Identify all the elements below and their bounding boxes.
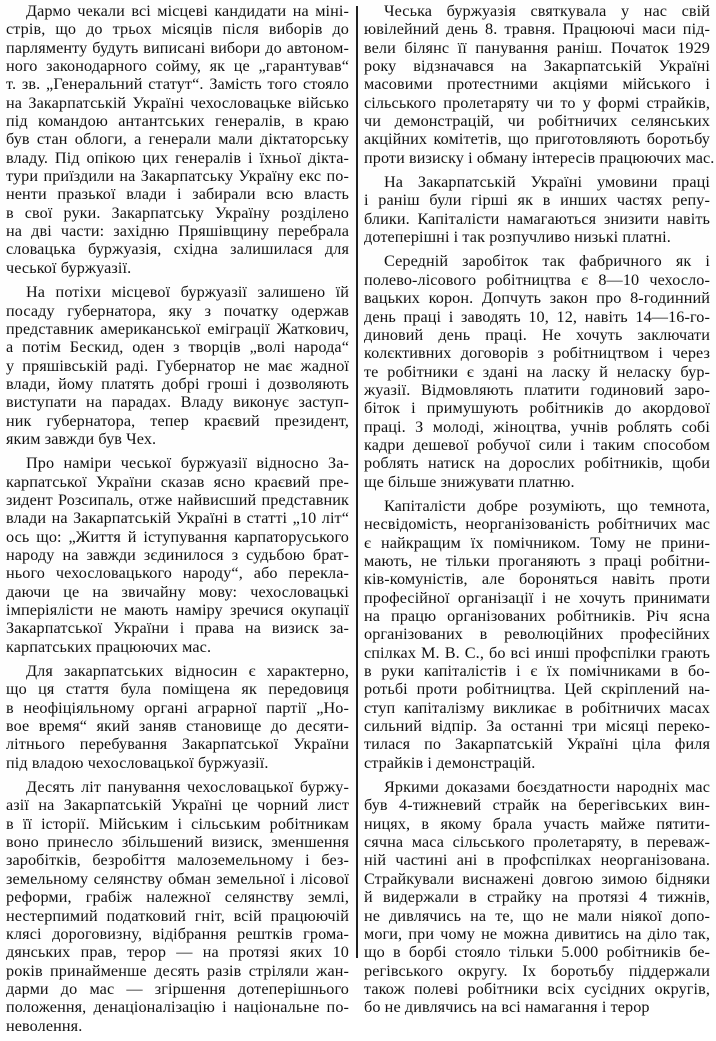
text-line: Для закарпатських відносин є характерно, [26,662,349,681]
text-line: земельному селянству обман земельної і лісової [6,869,349,888]
text-line: день праці і заводять 10, 12, навіть 14—16-го- [364,307,710,326]
text-line: колєктивних договорів з робітництвом і через [364,344,710,363]
text-line: ній частині ані в профспілках неорганізована. [364,851,710,870]
text-line: на працю організованих робітників. Річ ясна [364,607,710,625]
text-line: проти визиску і обману інтересів працюючих мас. [364,148,715,167]
text-line: клясі дороговизну, відібрання рештків грома- [6,924,349,943]
text-line: ось що: „Життя й іступування карпаторуського [6,527,349,546]
text-line: азії на Закарпатській Україні це чорний лист [6,796,349,815]
text-line: владу. Під опікою цих генералів і їхньої дікта- [6,148,349,167]
text-line: страйків і демонстрацій. [364,753,536,772]
text-line: вацьких корон. Допчуть закон про 8-годинний [364,289,710,308]
text-line: не дивлячись на те, що не мали ніякої допо- [364,906,710,925]
text-line: т. зв. „Генеральний статут“. Замість того стояло [6,75,349,94]
text-line: ного законодарного сойму, як це „гарантував“ [6,57,349,76]
paragraph [6,662,349,772]
text-line: заробітків, безробіття малоземельному і без- [6,851,349,870]
text-line: влади, йому платять добрі гроші і дозволяють [6,374,349,393]
text-line: неволення. [6,1016,83,1035]
text-line: у пряшівській раді. Губернатор не має жадної [6,356,349,375]
text-line: на Закарпатській Україні чехословацьке військо [6,93,349,112]
text-line: й видержали в страйку на протязі 4 тижнів, [364,888,710,907]
paragraph [6,283,349,448]
paragraph [364,173,710,246]
text-line: карпатської України сказав ясно краєвий пре- [6,472,349,491]
text-line: в неофіціяльному органі аграрної партії „Но- [6,698,349,717]
text-line: є найкращим їх помічником. Тому не прини- [364,533,710,552]
text-line: професійної організації і не хочуть принимати [364,588,710,607]
text-line: яким завжди був Чех. [6,429,157,448]
text-line: ювілейний день 8. травня. Працюючі маси під- [364,20,710,39]
text-line: сільського пролетаряту чи то у формі страйків, [364,93,710,112]
text-line: Середній заробіток так фабричного як і [384,252,710,271]
text-line: ник губернатора, тепер краєвий президент, [6,411,349,430]
text-line: нього чехословацького народу“, або перекла- [6,564,349,583]
text-line: дотеперішні і так розпучливо низькі платні. [364,228,671,247]
text-line: на дві части: західню Пряшівщину перебрала [6,222,349,241]
text-line: даючи це на звичайну мову: чехословацькі [6,582,349,601]
text-line: дарми до мас — згіршення дотеперішнього [6,979,349,998]
text-line: Яркими доказами боєздатности народніх мас [384,778,710,797]
text-line: моги, при чому не можна дивитись на діло так, [364,924,710,943]
text-line: нестерпимий податковий гніт, всій працюючій [6,906,349,925]
text-line: сильний відпір. За останні три місяці переко- [364,717,710,736]
text-line: в її історії. Мійським і сільським робітникам [6,814,349,833]
text-line: чи демонстрацій, чи робітничих селянських [364,112,710,131]
text-line: під владою чехословацької буржуазії. [6,753,269,772]
text-line: Чеська буржуазія святкувала у нас свій [384,2,710,20]
paragraph [6,778,349,1035]
text-line: вое время“ який заняв становище до десяти- [6,717,349,736]
text-line: положення, денаціоналізацію і національне по- [6,998,349,1017]
text-line: Про наміри чеської буржуазії відносно За- [26,454,349,473]
text-line: ків-комуністів, але бороняться навіть проти [364,570,710,589]
text-line: ще більше знижувати платню. [364,472,575,491]
text-line: регівського округу. Іх боротьбу піддержали [364,961,710,980]
text-line: Капіталісти добре розуміють, що темнота, [384,496,710,515]
text-line: воно принесло збільшений визиск, зменшення [6,833,349,852]
text-line: блики. Капіталісти намагаються знизити навіть [364,209,710,228]
paragraph [364,2,715,167]
text-line: несвідомість, неорганізованість робітничих мас [364,515,710,534]
text-line: ротьбі проти робітництва. Цей скріплений на- [364,680,710,699]
text-line: вели білянс її панування раніш. Початок 1929 [364,38,710,57]
paragraph [6,2,349,277]
text-line: організованих в революційних професійних [364,625,710,644]
text-line: був 4-тижневий страйк на берегівських вин- [364,796,710,815]
text-line: влади на Закарпатській Україні в статті „10 літ“ [6,509,349,528]
text-line: Закарпатської України і права на визиск за- [6,619,349,638]
paragraph [364,497,710,772]
text-line: а потім Бескид, оден з творців „волі народа“ [6,338,349,357]
text-line: в руки капіталістів і є їх помічниками в бо- [364,662,710,681]
text-line: Десять літ панування чехословацької буржу- [26,778,349,797]
left-column [6,2,349,1041]
text-line: тури приїздили на Закарпатську Україну екс по- [6,167,349,186]
text-line: виступати на парадах. Владу виконує заступ- [6,393,349,412]
text-line: спілках М. В. С., бо всі инші профспілки грають [364,643,710,662]
text-line: реформи, грабіж належної селянству землі, [6,888,349,907]
text-line: літнього перебування Закарпатської України [6,735,349,754]
text-line: ненти празької влади і забирали всю власть [6,185,349,204]
text-line: масовими протестними акціями мійського і [364,75,710,94]
text-line: те робітники є здані на ласку й неласку бур- [364,362,710,381]
text-line: тилася по Закарпатській Україні ціла филя [364,735,710,754]
text-line: що в борбі стояло тільки 5.000 робітників бе- [364,943,710,962]
text-line: сячна маса сільського пролетаряту, в переваж- [364,833,710,852]
text-line: словацька буржуазія, східна залишилася для [6,240,349,259]
text-line: парляменту будуть виписані вибори до автоном- [6,38,349,57]
text-line: під командою антантських генералів, в краю [6,112,349,131]
text-line: жуазії. Відмовляють платити годиновий заро- [364,380,710,399]
text-line: був стан облоги, а генерали мали діктаторську [6,130,349,149]
text-line: що ця стаття була поміщена як передовиця [6,680,349,699]
text-line: полево-лісового робітництва є 8—10 чехосло- [364,270,710,289]
text-line: посаду губернатора, яку з початку одержав [6,301,349,320]
text-line: в свої руки. Закарпатську Україну розділено [6,203,349,222]
text-line: карпатських працюючих мас. [6,637,212,656]
text-line: народу на завжди зєдинилося з судьбою брат- [6,545,349,564]
right-column [364,2,715,1023]
paragraph [364,252,710,490]
text-line: На потіхи місцевої буржуазії залишено їй [26,283,349,302]
text-line: представник американської еміграції Жаткович, [6,319,349,338]
text-line: стрів, що до трьох місяців після виборів до [6,20,349,39]
text-line: чеської буржуазії. [6,258,132,277]
text-line: імперіялісти не мають наміру зречися окупації [6,601,349,619]
text-line: роблять натиск на дорослих робітників, щоби [364,454,710,473]
paragraph [364,778,710,1016]
text-line: На Закарпатській Україні умовини праці [384,173,710,192]
text-line: років принайменше десять разів стріляли жан- [6,961,349,980]
text-line: ступ капіталізму викликає в робітничих масах [364,698,710,717]
text-line: ницях, в якому брала участь майже пятити- [364,814,710,833]
text-line: Дармо чекали всі місцеві кандидати на міні- [26,2,349,20]
text-line: дянських прав, терор — на протязі яких 10 [6,943,349,962]
text-line: біток і примушують робітників до акордової [364,399,710,418]
text-line: Страйкували виснажені довгою зимою бідняки [364,869,710,888]
text-line: бо не дивлячись на всі намагання і терор [364,998,650,1017]
text-line: зидент Розсипаль, отже найвисший представник [6,490,349,509]
text-line: також полеві робітники всіх сусідних округів, [364,979,710,998]
text-line: диновий день праці. Не хочуть заключати [364,325,710,344]
paragraph [6,454,349,656]
text-line: року відзначався на Закарпатській Україні [364,57,710,76]
text-line: кадри дешевої робучої сили і таким способом [364,435,710,454]
text-line: праці. З молоді, жіноцтва, учнів роблять собі [364,417,710,436]
text-line: і раніш були гірші як в инших частях репу- [364,191,710,210]
text-line: акційних комітетів, що приготовляють боротьбу [364,130,710,149]
column-divider [356,6,358,958]
text-line: мають, не тільки проганяють з праці робітни- [364,551,710,570]
